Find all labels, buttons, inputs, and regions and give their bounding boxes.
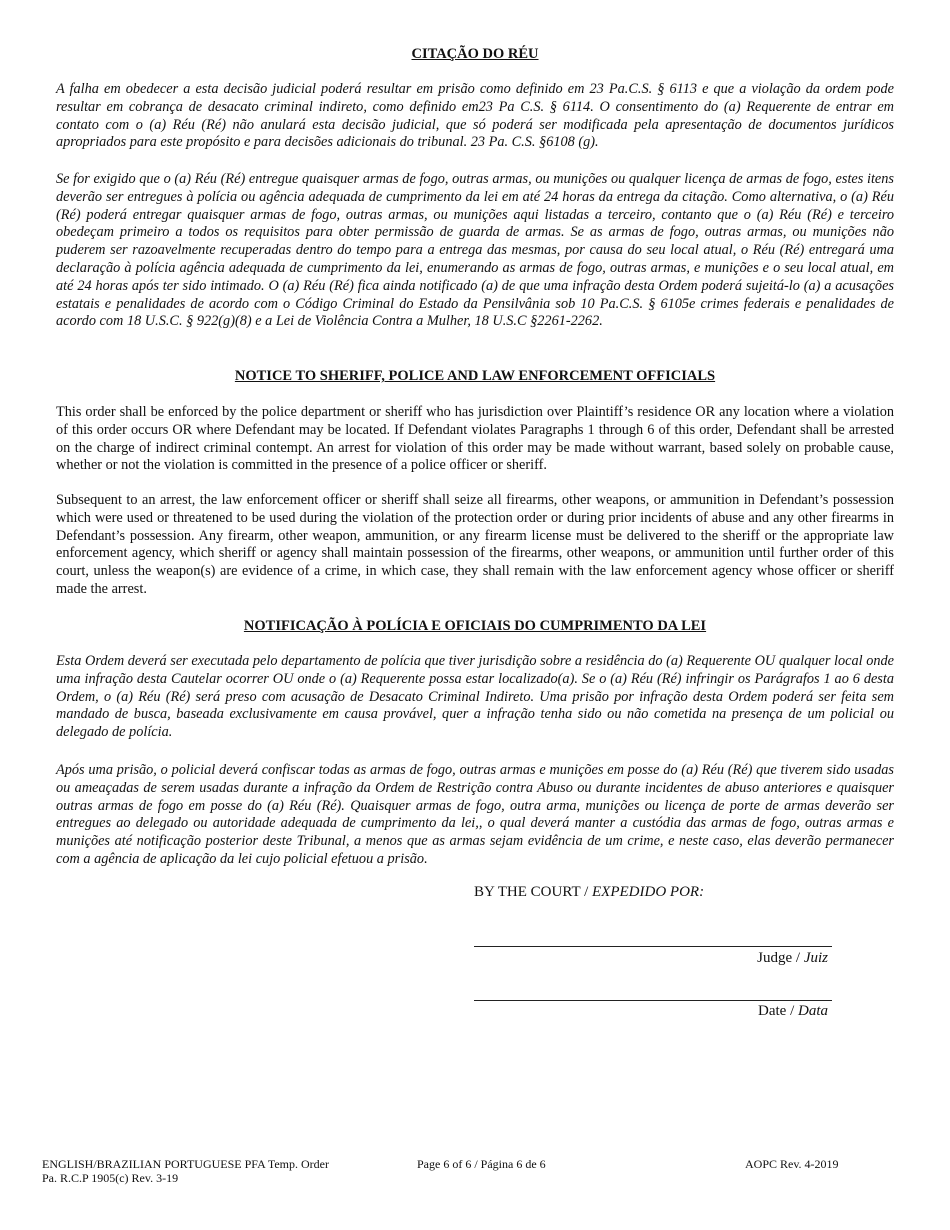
by-the-court-label: BY THE COURT / EXPEDIDO POR: — [474, 884, 705, 900]
notificacao-paragraph-1: Esta Ordem deverá ser executada pelo departamento de polícia que tiver jurisdição sobre a residência do (a) Requerente OU qualquer local onde uma infração desta Cautelar ocorrer OU onde o (a) Requerente possa estar localizado(a). Se o (a) Réu (Ré) infringir os Parágrafos 1 ao 6 desta Ordem, o (a) Réu (Ré) será preso com acusação de Desacato Criminal Indireto. Uma prisão por infração desta Ordem poderá ser feita sem mandado de busca, baseada exclusivamente em causa provável, quer a infração tenha sido ou não cometida na presença de um policial ou delegado de polícia. — [56, 653, 894, 741]
footer-page-number: Page 6 of 6 / Página 6 de 6 — [417, 1157, 546, 1171]
notice-paragraph-2: Subsequent to an arrest, the law enforcement officer or sheriff shall seize all firearms, other weapons, or ammunition in Defendant’s possession which were used or threatened to be used during the violation of the protection order or during prior incidents of abuse and any other firearms in Defendant’s possession. Any firearm, other weapon, ammunition, or any firearm license must be delivered to the sheriff or the appropriate law enforcement agency, which sheriff or agency shall maintain possession of the firearms, other weapons, or ammunition until further order of this court, unless the weapon(s) are evidence of a crime, in which case, they shall remain with the law enforcement agency whose officer or sheriff made the arrest. — [56, 492, 894, 597]
judge-label: Judge / Juiz — [757, 950, 828, 966]
judge-signature-line — [474, 946, 832, 947]
date-label: Date / Data — [758, 1003, 828, 1019]
footer-revision: AOPC Rev. 4-2019 — [745, 1157, 839, 1171]
notice-heading: NOTICE TO SHERIFF, POLICE AND LAW ENFORCEMENT OFFICIALS — [234, 368, 716, 384]
notificacao-paragraph-2: Após uma prisão, o policial deverá confiscar todas as armas de fogo, outras armas e munições em posse do (a) Réu (Ré) que tiverem sido usadas ou ameaçadas de serem usadas durante a infração da Ordem de Restrição contra Abuso ou durante incidentes de abuso anteriores e quaisquer outras armas de fogo em posse do (a) Réu (Ré). Quaisquer armas de fogo, outra arma, munições ou licença de porte de armas deverão ser entregues ao delegado ou autoridade adequada de cumprimento da lei,, o qual deverá manter a custódia das armas de fogo, outras armas e munições até notificação posterior deste Tribunal, a menos que as armas sejam evidência de um crime, e neste caso, elas deverão permanecer com a agência de aplicação da lei cujo policial efetuou a prisão. — [56, 762, 894, 867]
citation-paragraph-2: Se for exigido que o (a) Réu (Ré) entregue quaisquer armas de fogo, outras armas, ou munições ou qualquer licença de armas de fogo, estes itens deverão ser entregues à polícia ou agência adequada de cumprimento da lei em até 24 horas da entrega da citação. Como alternativa, o (a) Réu (Ré) poderá entregar quaisquer armas de fogo, outras armas, ou munições aqui listadas a terceiro, contanto que o (a) Réu (Ré) e terceiro obedeçam primeiro a todos os requisitos para obter permissão de guarda de armas. Se as armas de fogo, outras armas, ou munições não puderem ser razoavelmente recuperadas dentro do tempo para a entrega das mesmas, por causa do seu local atual, o Réu (Ré) entregará uma declaração à polícia agência adequada de cumprimento da lei, enumerando as armas de fogo, outras armas, e munições e o seu local atual, em até 24 horas após ter sido intimado. O (a) Réu (Ré) fica ainda notificado (a) de que uma infração desta Ordem poderá sujeitá-lo (a) a acusações estatais e penalidades de acordo com o Código Criminal do Estado da Pensilvânia sob 10 Pa.C.S. § 6105e crimes federais e penalidades de acordo com 18 U.S.C. § 922(g)(8) e a Lei de Violência Contra a Mulher, 18 U.S.C §2261-2262. — [56, 171, 894, 330]
citation-paragraph-1: A falha em obedecer a esta decisão judicial poderá resultar em prisão como definido em 23 Pa.C.S. § 6113 e que a violação da ordem pode resultar em cobrança de desacato criminal indireto, como definido em23 Pa C.S. § 6114. O consentimento do (a) Requerente de entrar em contato com o (a) Réu (Ré) não anulará esta decisão judicial, que só poderá ser modificada pela apresentação de documentos jurídicos apropriados para este propósito e para decisões adicionais do tribunal. 23 Pa. C.S. §6108 (g). — [56, 81, 894, 151]
notice-paragraph-1: This order shall be enforced by the police department or sheriff who has jurisdiction over Plaintiff’s residence OR any location where a violation of this order occurs OR where Defendant may be located. If Defendant violates Paragraphs 1 through 6 of this order, Defendant shall be arrested on the charge of indirect criminal contempt. An arrest for violation of this order may be made without warrant, based solely on probable cause, whether or not the violation is committed in the presence of a police officer or sheriff. — [56, 404, 894, 474]
date-signature-line — [474, 1000, 832, 1001]
citation-heading: CITAÇÃO DO RÉU — [411, 46, 539, 62]
notificacao-heading: NOTIFICAÇÃO À POLÍCIA E OFICIAIS DO CUMPRIMENTO DA LEI — [243, 618, 707, 634]
footer-form-name: ENGLISH/BRAZILIAN PORTUGUESE PFA Temp. Order Pa. R.C.P 1905(c) Rev. 3-19 — [42, 1157, 329, 1185]
